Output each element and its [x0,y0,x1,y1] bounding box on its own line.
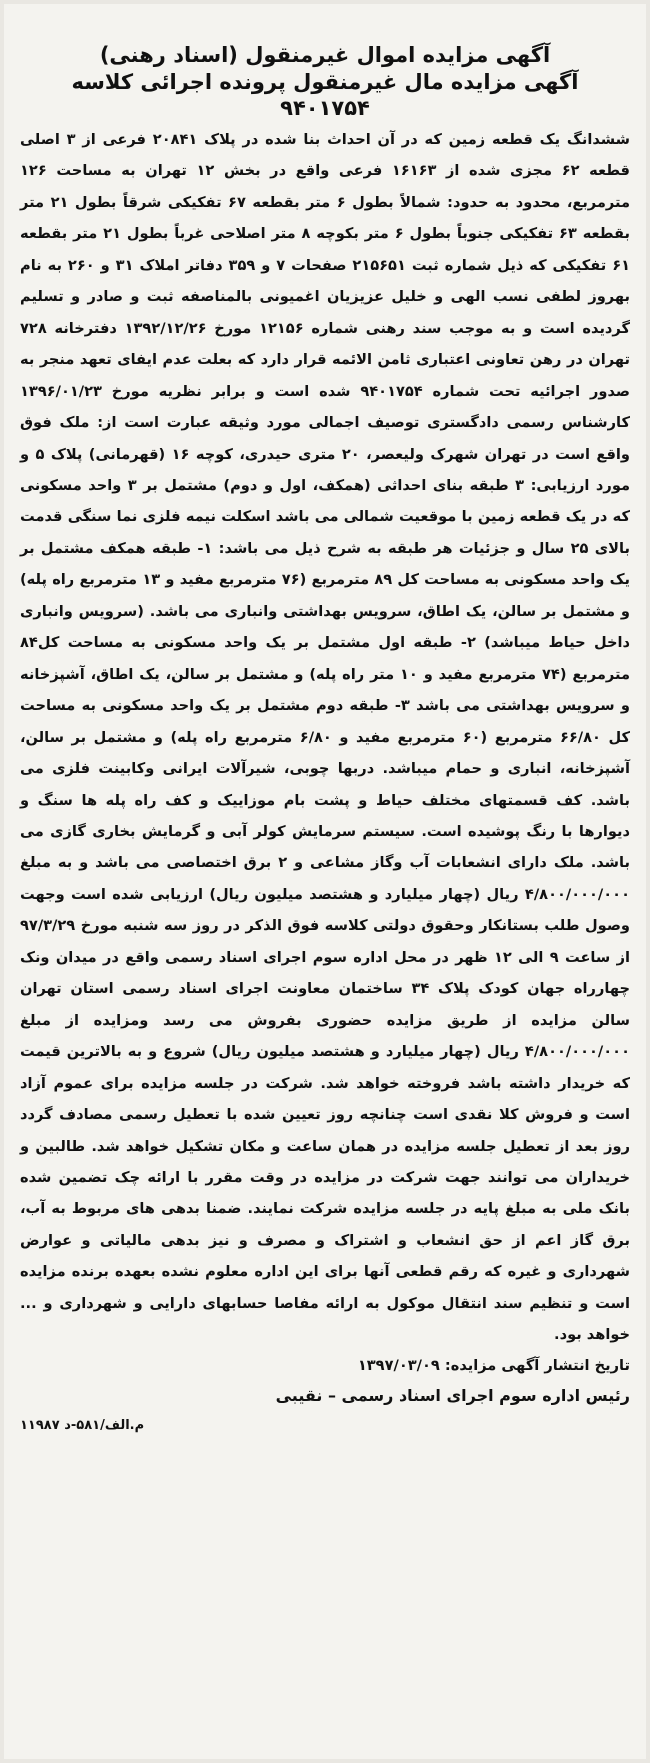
notice-footer [20,1351,630,1441]
notice-sheet [4,4,646,1759]
title-line-2: آگهی مزایده مال غیرمنقول پرونده اجرائی کلاسه [71,70,579,94]
notice-body: ششدانگ یک قطعه زمین که در آن احداث بنا شده در پلاک ۲۰۸۴۱ فرعی از ۳ اصلی قطعه ۶۲ مجزی شده از ۱۶۱۶۳ فرعی واقع در بخش ۱۲ تهران به مساحت ۱۲۶ مترمربع، محدود به حدود: شمالاً بطول ۶ متر بقطعه ۶۷ تفکیکی شرقاً بطول ۲۱ متر بقطعه ۶۳ تفکیکی جنوباً بطول ۶ متر بکوچه ۸ متر اصلاحی غرباً بطول ۲۱ متر بقطعه ۶۱ تفکیکی که ذیل شماره ثبت ۲۱۵۶۵۱ صفحات ۷ و ۳۵۹ دفاتر املاک ۳۱ و ۲۶۰ به نام بهروز لطفی نسب الهی و خلیل عزیزیان اغمیونی بالمناصفه ثبت و صادر و تسلیم گردیده است و به موجب سند رهنی شماره ۱۲۱۵۶ مورخ ۱۳۹۲/۱۲/۲۶ دفترخانه ۷۲۸ تهران در رهن تعاونی اعتباری ثامن الائمه قرار دارد که بعلت عدم ایفای تعهد منجر به صدور اجرائیه تحت شماره ۹۴۰۱۷۵۴ شده است و برابر نظریه مورخ ۱۳۹۶/۰۱/۲۳ کارشناس رسمی دادگستری توصیف اجمالی مورد وثیقه عبارت است از: ملک فوق واقع است در تهران شهرک ولیعصر، ۲۰ متری حیدری، کوچه ۱۶ (قهرمانی) پلاک ۵ و مورد ارزیابی: ۳ طبقه بنای احداثی (همکف، اول و دوم) مشتمل بر ۳ واحد مسکونی که در یک قطعه زمین با موقعیت شمالی می باشد اسکلت نیمه فلزی نما سنگی قدمت بالای ۲۵ سال و جزئیات هر طبقه به شرح ذیل می باشد: ۱- طبقه همکف مشتمل بر یک واحد مسکونی به مساحت کل ۸۹ مترمربع (۷۶ مترمربع مفید و ۱۳ مترمربع راه پله) و مشتمل بر سالن، یک اطاق، سرویس بهداشتی وانباری می باشد. (سرویس وانباری داخل حیاط میباشد) ۲- طبقه اول مشتمل بر یک واحد مسکونی به مساحت کل۸۴ مترمربع (۷۴ مترمربع مفید و ۱۰ متر راه پله) و مشتمل بر سالن، یک اطاق، آشپزخانه و سرویس بهداشتی می باشد ۳- طبقه دوم مشتمل بر یک واحد مسکونی به مساحت کل ۶۶/۸۰ مترمربع (۶۰ مترمربع مفید و ۶/۸۰ مترمربع راه پله) و مشتمل بر سالن، آشپزخانه، انباری و حمام میباشد. دربها چوبی، شیرآلات ایرانی وکابینت فلزی می باشد. کف قسمتهای مختلف حیاط و پشت بام موزاییک و کف راه پله ها سنگ و دیوارها با رنگ پوشیده است. سیستم سرمایش کولر آبی و گرمایش بخاری گازی می باشد. ملک دارای انشعابات آب وگاز مشاعی و ۲ برق اختصاصی می باشد و به مبلغ ۴/۸۰۰/۰۰۰/۰۰۰ ریال (چهار میلیارد و هشتصد میلیون ریال) ارزیابی شده است وجهت وصول طلب بستانکار وحقوق دولتی کلاسه فوق الذکر در روز سه شنبه مورخ ۹۷/۳/۲۹ از ساعت ۹ الی ۱۲ ظهر در محل اداره سوم اجرای اسناد رسمی واقع در میدان ونک چهارراه جهان کودک پلاک ۳۴ ساختمان معاونت اجرای اسناد رسمی استان تهران سالن مزایده از طریق مزایده حضوری بفروش می رسد ومزایده از مبلغ ۴/۸۰۰/۰۰۰/۰۰۰ ریال (چهار میلیارد و هشتصد میلیون ریال) شروع و به بالاترین قیمت که خریدار داشته باشد فروخته خواهد شد. شرکت در جلسه مزایده برای عموم آزاد است و فروش کلا نقدی است چنانچه روز تعیین شده با تعطیل رسمی مصادف گردد روز بعد از تعطیل جلسه مزایده در همان ساعت و مکان تشکیل خواهد شد. طالبین و خریداران می توانند جهت شرکت در مزایده در وقت مقرر با ارائه چک تضمین شده بانک ملی به مبلغ پایه در جلسه مزایده شرکت نمایند. ضمنا بدهی های مربوط به آب، برق گاز اعم از حق انشعاب و اشتراک و مصرف و نیز بدهی مالیاتی و عوارض شهرداری و غیره که رقم قطعی آنها برای این اداره معلوم نشده بعهده برنده مزایده است و تنظیم سند انتقال موکول به ارائه مفاصا حسابهای دارایی و شهرداری و ... خواهد بود. [20,131,631,1344]
publish-date: تاریخ انتشار آگهی مزایده: ۱۳۹۷/۰۳/۰۹ [357,1356,630,1374]
title-line-1: آگهی مزایده اموال غیرمنقول (اسناد رهنی) [99,43,551,67]
case-number: ۹۴۰۱۷۵۴ [280,96,370,120]
reference-code: م.الف/۵۸۱-د ۱۱۹۸۷ [20,1417,145,1433]
signature: رئیس اداره سوم اجرای اسناد رسمی – نقیبی [275,1385,630,1405]
notice-header [20,42,630,120]
